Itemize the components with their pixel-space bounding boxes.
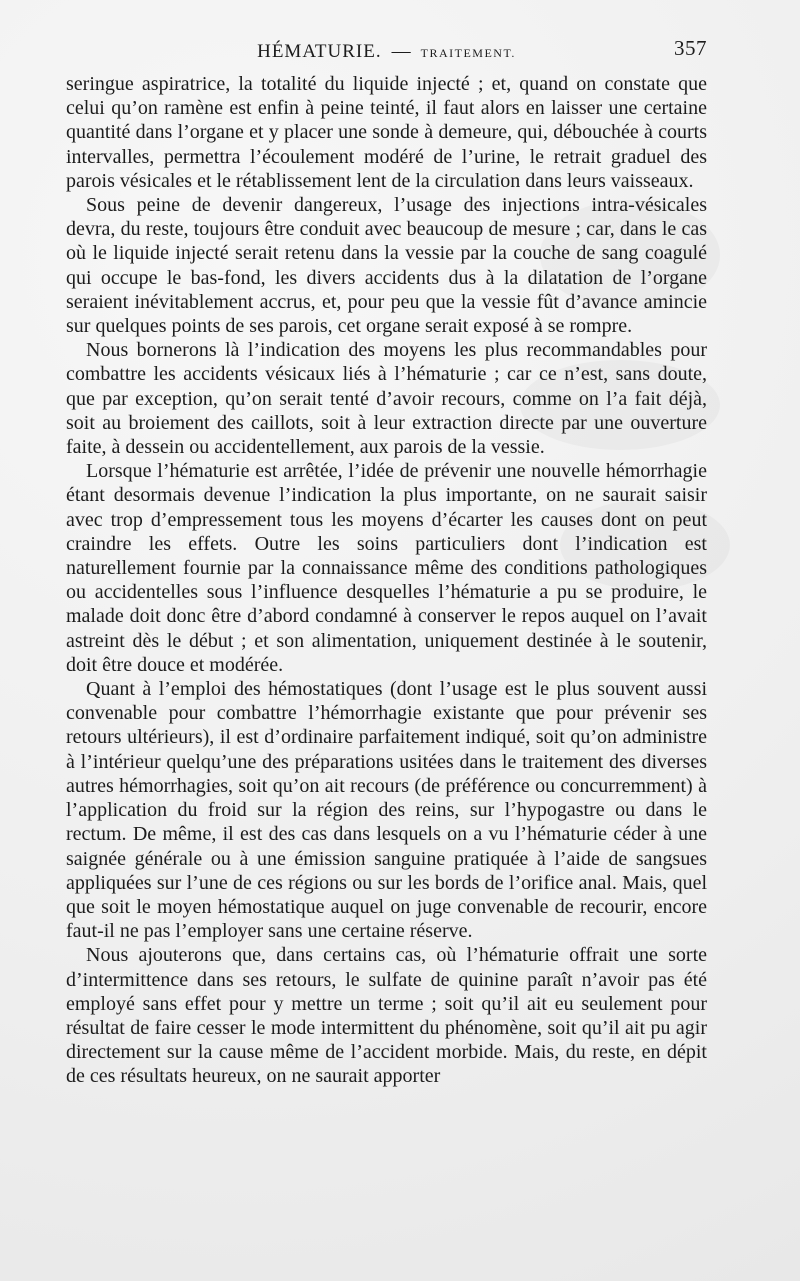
- body-text: [66, 72, 707, 1262]
- paragraph: Nous ajouterons que, dans certains cas, où l’hématurie offrait une sorte d’intermittence dans ses retours, le sulfate de quinine paraît n’avoir pas été employé sans effet pour y mettre un terme ; soit qu’il ait eu seulement pour résultat de faire cesser le mode intermittent du phénomène, soit qu’il ait pu agir directement sur la cause même de l’accident morbide. Mais, du reste, en dépit de ces résultats heureux, on ne saurait apporter: [66, 944, 707, 1088]
- title-separator: —: [391, 41, 411, 62]
- paragraph: Nous bornerons là l’indication des moyens les plus recommandables pour combattre les accidents vésicaux liés à l’hématurie ; car ce n’est, sans doute, que par exception, qu’on serait tenté d’avoir recours, comme on l’a fait déjà, soit au broiement des caillots, soit à leur extraction directe par une ouverture faite, à dessein ou accidentellement, aux parois de la vessie.: [66, 339, 707, 459]
- paragraph: Sous peine de devenir dangereux, l’usage des injections intra-vésicales devra, du reste, toujours être conduit avec beaucoup de mesure ; car, dans le cas où le liquide injecté serait retenu dans la vessie par la couche de sang coagulé qui occupe le bas-fond, les divers accidents dus à la dilatation de l’organe seraient inévitablement accrus, et, pour peu que la vessie fût d’avance amincie sur quelques points de ses parois, cet organe serait exposé à se rompre.: [66, 194, 707, 338]
- running-head-text: [257, 41, 516, 63]
- section-title: TRAITEMENT.: [420, 46, 516, 60]
- paragraph: Quant à l’emploi des hémostatiques (dont l’usage est le plus souvent aussi convenable pour combattre l’hémorrhagie existante que pour prévenir ses retours ultérieurs), il est d’ordinaire parfaitement indiqué, soit qu’on administre à l’intérieur quelqu’une des préparations usitées dans le traitement des diverses autres hémorrhagies, soit qu’on ait recours (de préférence ou concurremment) à l’application du froid sur la région des reins, sur l’hypogastre ou dans le rectum. De même, il est des cas dans lesquels on a vu l’hématurie céder à une saignée générale ou à une émission sanguine pratiquée à l’aide de sangsues appliquées sur l’une de ces régions ou sur les bords de l’orifice anal. Mais, quel que soit le moyen hémostatique auquel on juge convenable de recourir, encore faut-il ne pas l’employer sans une certaine réserve.: [66, 678, 707, 943]
- running-header: [66, 36, 707, 68]
- chapter-title: HÉMATURIE.: [257, 41, 382, 62]
- paragraph: Lorsque l’hématurie est arrêtée, l’idée de prévenir une nouvelle hémorrhagie étant desormais devenue l’indication la plus importante, on ne saurait saisir avec trop d’empressement tous les moyens d’écarter les causes dont on peut craindre les effets. Outre les soins particuliers dont l’indication est naturellement fournie par la connaissance même des conditions pathologiques ou accidentelles sous l’influence desquelles l’hématurie a pu se produire, le malade doit donc être d’abord condamné à conserver le repos auquel on l’avait astreint dès le début ; et son alimentation, uniquement destinée à le soutenir, doit être douce et modérée.: [66, 460, 707, 676]
- page-number: 357: [674, 36, 707, 60]
- paragraph: seringue aspiratrice, la totalité du liquide injecté ; et, quand on constate que celui qu’on ramène est enfin à peine teinté, il faut alors en laisser une certaine quantité dans l’organe et y placer une sonde à demeure, qui, débouchée à courts intervalles, permettra l’écoulement modéré de l’urine, le retrait graduel des parois vésicales et le rétablissement lent de la circulation dans leurs vaisseaux.: [66, 73, 707, 192]
